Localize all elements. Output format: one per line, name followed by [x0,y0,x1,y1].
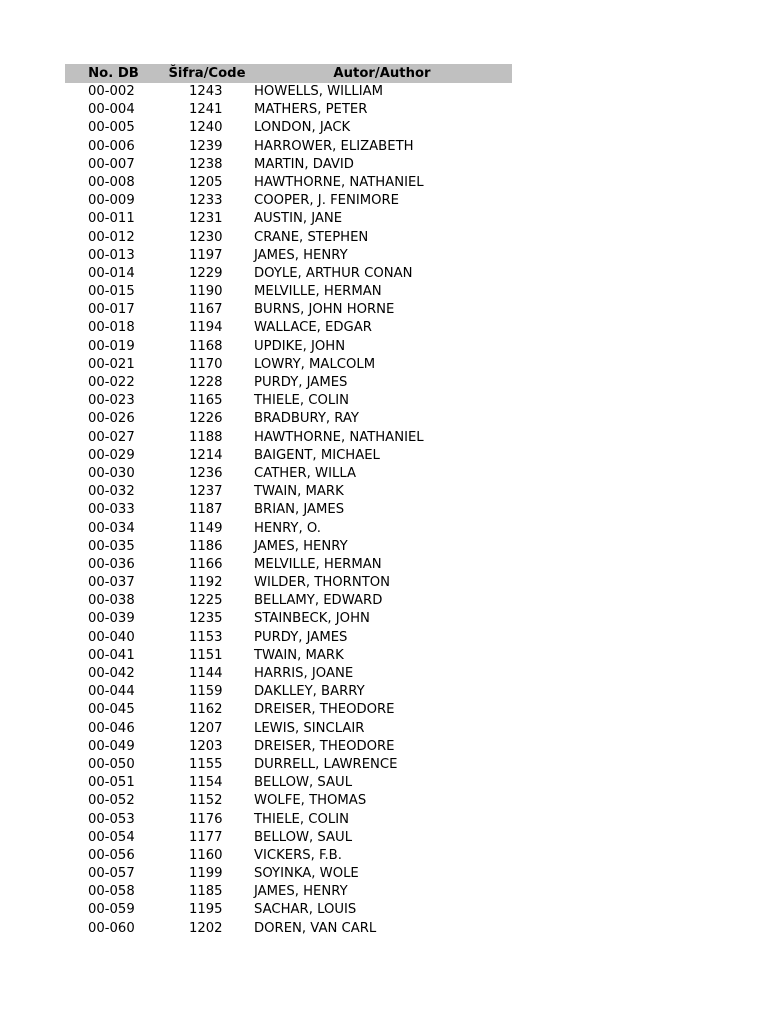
cell-code: 1170 [189,356,223,372]
cell-db: 00-002 [88,84,135,99]
cell-db: 00-053 [88,811,135,827]
cell-db: 00-037 [88,575,135,591]
cell-code: 1229 [189,265,223,281]
cell-code: 1190 [189,284,223,300]
cell-code: 1162 [189,702,223,718]
table-row [65,101,512,119]
cell-author: BELLOW, SAUL [254,829,353,845]
cell-db: 00-013 [88,247,135,263]
table-row [65,865,512,883]
cell-db: 00-004 [88,102,135,118]
cell-author: UPDIKE, JOHN [254,338,346,354]
cell-db: 00-033 [88,502,135,518]
cell-code: 1192 [189,575,223,591]
cell-db: 00-054 [88,829,135,845]
cell-author: THIELE, COLIN [254,393,349,409]
table-row [65,610,512,628]
table-row [65,738,512,756]
cell-author: BAIGENT, MICHAEL [254,447,380,463]
cell-db: 00-014 [88,265,135,281]
cell-author: AUSTIN, JANE [254,211,343,227]
table-row [65,520,512,538]
cell-code: 1144 [189,666,223,681]
cell-code: 1241 [189,102,223,118]
table-body [65,83,512,938]
cell-code: 1186 [189,538,223,554]
cell-db: 00-021 [88,356,135,372]
table-header-row [65,64,512,83]
table-row [65,119,512,137]
cell-code: 1165 [189,393,223,409]
table-row [65,210,512,228]
cell-db: 00-052 [88,793,135,809]
cell-db: 00-018 [88,320,135,336]
cell-db: 00-023 [88,393,135,409]
cell-code: 1243 [189,84,223,99]
table-row [65,901,512,919]
cell-author: BELLOW, SAUL [254,775,353,791]
cell-db: 00-056 [88,847,135,863]
table-row [65,192,512,210]
cell-db: 00-015 [88,284,135,300]
cell-db: 00-036 [88,556,135,572]
table-row [65,283,512,301]
cell-db: 00-032 [88,484,135,500]
cell-author: BURNS, JOHN HORNE [254,302,395,318]
cell-code: 1151 [189,647,223,663]
cell-db: 00-012 [88,229,135,245]
table-row [65,683,512,701]
cell-code: 1240 [189,120,223,136]
cell-author: DREISER, THEODORE [254,738,395,754]
cell-db: 00-060 [88,920,135,936]
cell-db: 00-059 [88,902,135,918]
table-row [65,229,512,247]
cell-author: THIELE, COLIN [254,811,349,827]
cell-author: MATHERS, PETER [254,102,368,118]
cell-code: 1166 [189,556,223,572]
cell-db: 00-029 [88,447,135,463]
cell-db: 00-038 [88,593,135,609]
cell-code: 1168 [189,338,223,354]
cell-code: 1230 [189,229,223,245]
cell-author: TWAIN, MARK [254,484,344,500]
cell-code: 1149 [189,520,223,536]
cell-code: 1154 [189,775,223,791]
table-row [65,483,512,501]
table-row [65,501,512,519]
cell-code: 1203 [189,738,223,754]
cell-code: 1187 [189,502,223,518]
cell-author: MARTIN, DAVID [254,156,354,172]
cell-db: 00-051 [88,775,135,791]
table-row [65,556,512,574]
table-row [65,574,512,592]
cell-code: 1202 [189,920,223,936]
cell-db: 00-022 [88,375,135,390]
cell-db: 00-007 [88,156,135,172]
table-row [65,83,512,101]
table-row [65,465,512,483]
table-row [65,720,512,738]
cell-author: DOYLE, ARTHUR CONAN [254,265,413,281]
table-row [65,410,512,428]
cell-author: PURDY, JAMES [254,375,348,390]
cell-code: 1188 [189,429,223,445]
cell-code: 1195 [189,902,223,918]
cell-code: 1152 [189,793,223,809]
cell-code: 1214 [189,447,223,463]
cell-db: 00-045 [88,702,135,718]
table-row [65,756,512,774]
cell-author: CRANE, STEPHEN [254,229,369,245]
cell-code: 1155 [189,756,223,772]
cell-code: 1197 [189,247,223,263]
cell-db: 00-017 [88,302,135,318]
cell-author: SACHAR, LOUIS [254,902,357,918]
cell-author: HARRIS, JOANE [254,666,354,681]
cell-code: 1160 [189,847,223,863]
table-row [65,829,512,847]
cell-author: HENRY, O. [254,520,321,536]
table-row [65,647,512,665]
cell-author: HAWTHORNE, NATHANIEL [254,174,424,190]
table-row [65,429,512,447]
cell-author: LEWIS, SINCLAIR [254,720,365,736]
cell-db: 00-049 [88,738,135,754]
table-row [65,811,512,829]
cell-author: SOYINKA, WOLE [254,866,359,882]
cell-db: 00-039 [88,611,135,627]
cell-db: 00-030 [88,465,135,481]
cell-db: 00-027 [88,429,135,445]
cell-author: JAMES, HENRY [254,884,348,900]
cell-code: 1199 [189,866,223,882]
cell-code: 1194 [189,320,223,336]
cell-author: BRADBURY, RAY [254,411,359,427]
table-row [65,138,512,156]
cell-code: 1231 [189,211,223,227]
table-row [65,156,512,174]
table-row [65,774,512,792]
table-row [65,629,512,647]
cell-code: 1226 [189,411,223,427]
cell-author: JAMES, HENRY [254,538,348,554]
cell-db: 00-035 [88,538,135,554]
cell-db: 00-044 [88,684,135,700]
cell-db: 00-057 [88,866,135,882]
cell-author: WILDER, THORNTON [254,575,390,591]
table-row [65,447,512,465]
cell-db: 00-011 [88,211,135,227]
cell-db: 00-040 [88,629,135,645]
cell-db: 00-050 [88,756,135,772]
cell-author: MELVILLE, HERMAN [254,284,382,300]
cell-code: 1207 [189,720,223,736]
cell-db: 00-009 [88,193,135,209]
table-row [65,538,512,556]
table-row [65,701,512,719]
cell-db: 00-019 [88,338,135,354]
cell-code: 1236 [189,465,223,481]
cell-author: HARROWER, ELIZABETH [254,138,414,154]
cell-db: 00-005 [88,120,135,136]
cell-author: MELVILLE, HERMAN [254,556,382,572]
cell-db: 00-042 [88,666,135,681]
cell-author: DAKLLEY, BARRY [254,684,365,700]
cell-code: 1238 [189,156,223,172]
table-row [65,338,512,356]
cell-db: 00-006 [88,138,135,154]
cell-code: 1225 [189,593,223,609]
table-row [65,392,512,410]
cell-db: 00-041 [88,647,135,663]
cell-db: 00-008 [88,174,135,190]
table-row [65,883,512,901]
cell-author: CATHER, WILLA [254,465,357,481]
cell-author: TWAIN, MARK [254,647,344,663]
cell-code: 1167 [189,302,223,318]
cell-author: WALLACE, EDGAR [254,320,372,336]
cell-code: 1176 [189,811,223,827]
table-row [65,247,512,265]
table-row [65,847,512,865]
cell-code: 1233 [189,193,223,209]
table-row [65,792,512,810]
cell-author: WOLFE, THOMAS [254,793,367,809]
cell-author: COOPER, J. FENIMORE [254,193,399,209]
cell-code: 1185 [189,884,223,900]
cell-author: BELLAMY, EDWARD [254,593,383,609]
author-table [65,64,512,938]
column-header-author: Autor/Author [333,66,431,81]
table-row [65,665,512,683]
table-row [65,592,512,610]
column-header-code: Šifra/Code [168,66,246,81]
cell-db: 00-046 [88,720,135,736]
cell-author: BRIAN, JAMES [254,502,345,518]
cell-code: 1205 [189,174,223,190]
cell-author: DREISER, THEODORE [254,702,395,718]
cell-author: LOWRY, MALCOLM [254,356,376,372]
cell-author: LONDON, JACK [254,120,351,136]
table-row [65,174,512,192]
cell-db: 00-034 [88,520,135,536]
cell-db: 00-026 [88,411,135,427]
cell-code: 1237 [189,484,223,500]
table-row [65,374,512,392]
cell-author: HOWELLS, WILLIAM [254,84,384,99]
cell-author: PURDY, JAMES [254,629,348,645]
cell-author: VICKERS, F.B. [254,847,342,863]
table-row [65,265,512,283]
table-row [65,356,512,374]
cell-code: 1235 [189,611,223,627]
cell-author: JAMES, HENRY [254,247,348,263]
cell-author: STAINBECK, JOHN [254,611,370,627]
cell-code: 1177 [189,829,223,845]
cell-code: 1159 [189,684,223,700]
column-header-db: No. DB [88,66,139,81]
cell-db: 00-058 [88,884,135,900]
cell-code: 1228 [189,375,223,390]
cell-author: DOREN, VAN CARL [254,920,377,936]
cell-author: HAWTHORNE, NATHANIEL [254,429,424,445]
cell-author: DURRELL, LAWRENCE [254,756,398,772]
table-row [65,301,512,319]
cell-code: 1153 [189,629,223,645]
table-row [65,920,512,938]
table-row [65,319,512,337]
cell-code: 1239 [189,138,223,154]
